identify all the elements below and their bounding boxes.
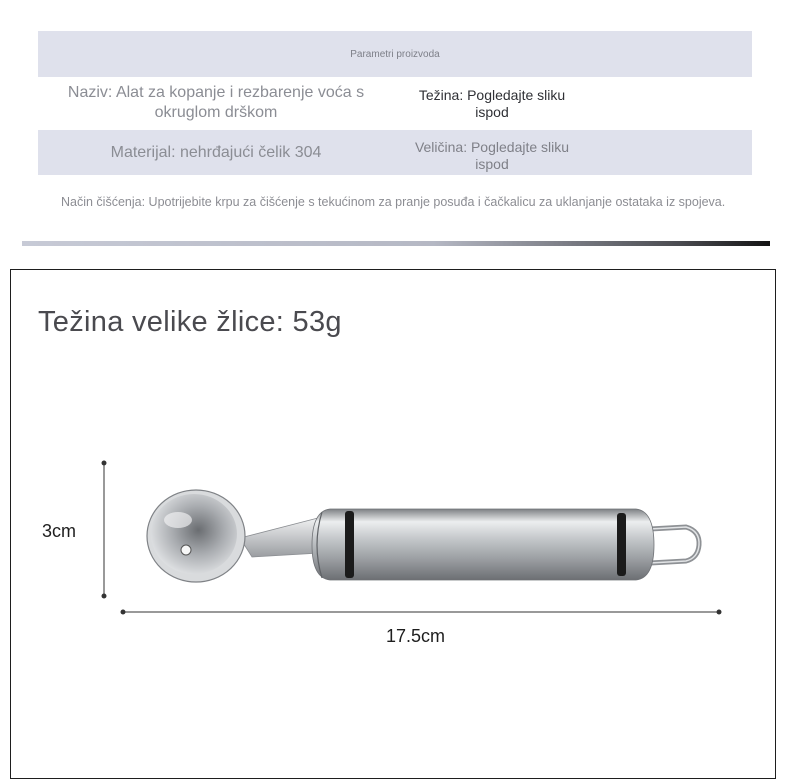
hanging-loop <box>650 527 699 563</box>
cleaning-instructions: Način čišćenja: Upotrijebite krpu za čišćenje s tekućinom za pranje posuđa i čačkalicu za uklanjanje ostataka iz spojeva. <box>61 195 726 209</box>
bowl-drain-hole <box>181 545 191 555</box>
handle-ring-back <box>617 513 626 576</box>
height-dimension-endpoint <box>102 594 107 599</box>
spoon-weight-title: Težina velike žlice: 53g <box>38 306 342 338</box>
param-name: Naziv: Alat za kopanje i rezbarenje voća s okruglom drškom <box>67 84 365 121</box>
parameters-header: Parametri proizvoda <box>350 49 440 60</box>
height-label: 3cm <box>42 521 77 541</box>
param-weight: Težina: Pogledajte sliku ispod <box>418 87 566 120</box>
handle-ring-front <box>345 511 354 578</box>
length-dimension-endpoint <box>121 610 126 615</box>
handle-body <box>312 509 654 580</box>
param-material: Materijal: nehrđajući čelik 304 <box>110 144 322 161</box>
length-dimension-endpoint <box>717 610 722 615</box>
length-label: 17.5cm <box>386 626 446 646</box>
param-size: Veličina: Pogledajte sliku ispod <box>414 139 570 172</box>
height-dimension-endpoint <box>102 461 107 466</box>
spoon-bowl-inner <box>151 494 237 574</box>
spoon-neck <box>240 518 320 557</box>
